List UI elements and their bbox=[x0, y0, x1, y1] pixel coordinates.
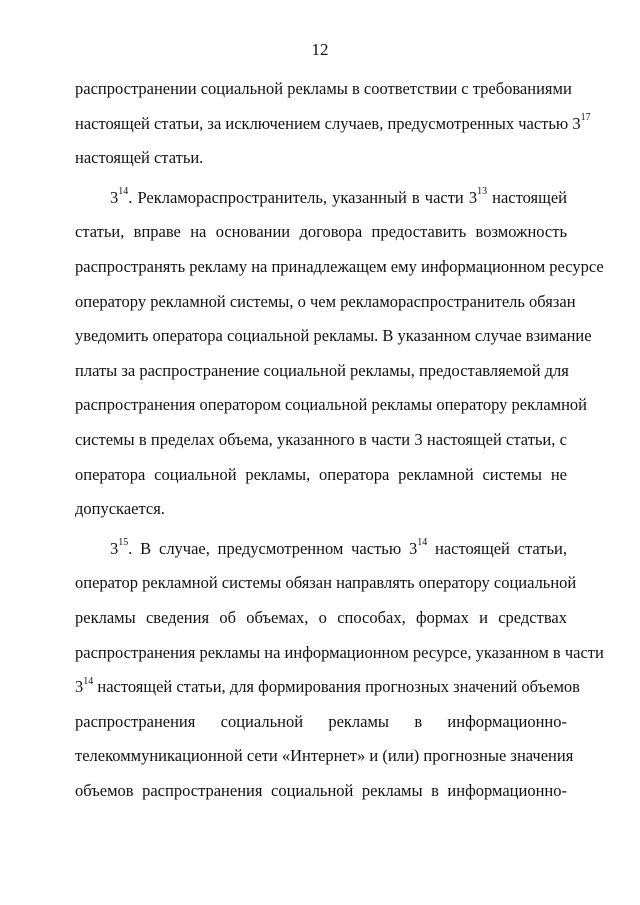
superscript: 15 bbox=[118, 537, 129, 549]
text-line: распространения социальной рекламы в информационно- bbox=[75, 711, 567, 731]
superscript: 17 bbox=[580, 112, 591, 124]
superscript: 14 bbox=[83, 675, 94, 687]
text-line: настоящей статьи. bbox=[75, 148, 204, 168]
text-line: $3^{14}$. Рекламораспространитель, указанный в части $3^{13}$ настоящей bbox=[110, 186, 568, 207]
text-line: оператора социальной рекламы, оператора рекламной системы не bbox=[75, 464, 567, 484]
text-line: распространять рекламу на принадлежащем ему информационном ресурсе bbox=[75, 256, 604, 276]
text-line: системы в пределах объема, указанного в части 3 настоящей статьи, с bbox=[75, 429, 567, 449]
superscript: 14 bbox=[417, 537, 428, 549]
page-number: 12 bbox=[311, 40, 329, 59]
text-line: распространения рекламы на информационном ресурсе, указанном в части bbox=[75, 642, 604, 662]
text-line: рекламы сведения об объемах, о способах, формах и средствах bbox=[75, 607, 567, 627]
text-line: платы за распространение социальной рекламы, предоставляемой для bbox=[75, 360, 569, 380]
text-line: уведомить оператора социальной рекламы. В указанном случае взимание bbox=[75, 326, 592, 346]
paragraph-continuation bbox=[75, 72, 591, 176]
text-line: оператор рекламной системы обязан направлять оператору социальной bbox=[75, 573, 577, 593]
text-line: $3^{14}$ настоящей статьи, для формирования прогнозных значений объемов bbox=[75, 675, 580, 697]
text-line: $3^{15}$. В случае, предусмотренном частью $3^{14}$ настоящей статьи, bbox=[110, 537, 567, 558]
superscript: 14 bbox=[118, 186, 129, 198]
text-line: оператору рекламной системы, о чем рекламораспространитель обязан bbox=[75, 291, 576, 311]
document-body bbox=[75, 72, 604, 808]
text-line: допускается. bbox=[75, 499, 165, 519]
text-line: объемов распространения социальной рекламы в информационно- bbox=[75, 780, 567, 800]
text-line: настоящей статьи, за исключением случаев, предусмотренных частью $3^{17}$ bbox=[75, 112, 591, 133]
paragraph-3-15 bbox=[75, 532, 604, 809]
text-line: телекоммуникационной сети «Интернет» и (или) прогнозные значения bbox=[75, 746, 574, 766]
text-line: распространения оператором социальной рекламы оператору рекламной bbox=[75, 395, 588, 415]
text-line: статьи, вправе на основании договора предоставить возможность bbox=[75, 222, 567, 242]
superscript: 13 bbox=[477, 186, 488, 198]
paragraph-3-14 bbox=[75, 181, 604, 527]
text-line: распространении социальной рекламы в соответствии с требованиями bbox=[75, 79, 572, 98]
